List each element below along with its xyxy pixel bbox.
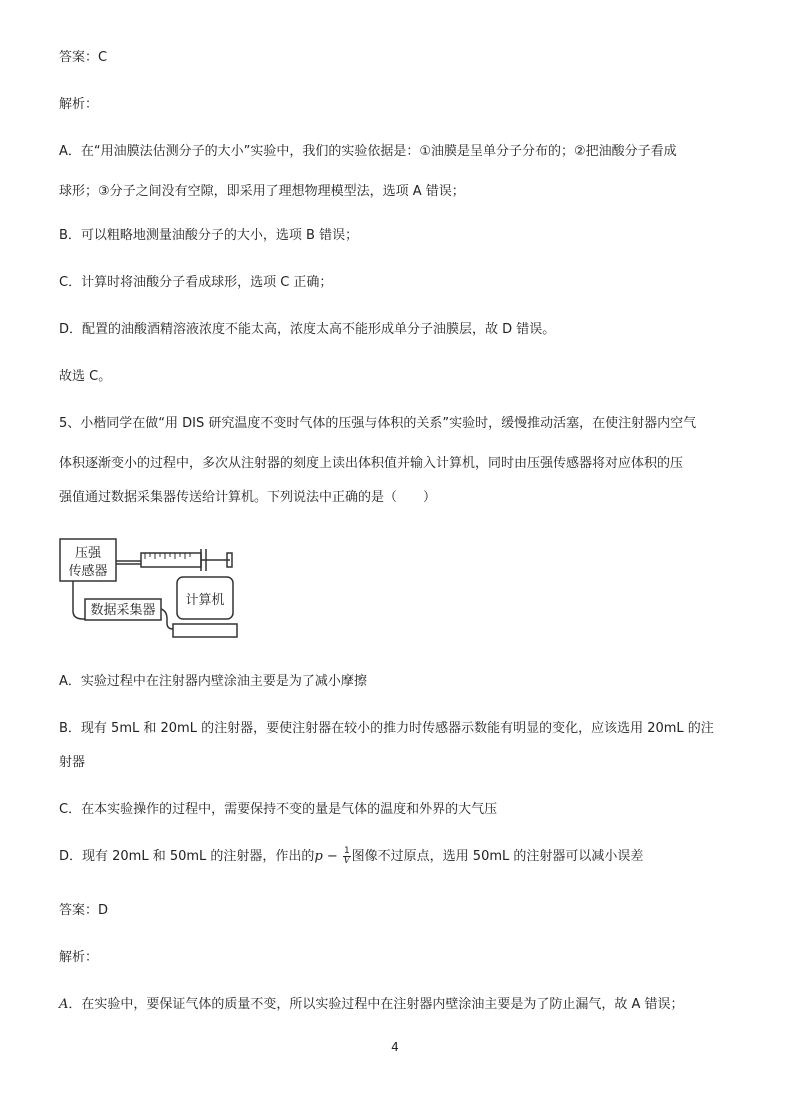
q5-stem-line3: 强值通过数据采集器传送给计算机。下列说法中正确的是（ ） [59, 490, 437, 505]
prev-answer: 答案：C [59, 50, 108, 65]
experiment-figure [57, 533, 247, 643]
prev-option-a-line1: A．在“用油膜法估测分子的大小”实验中，我们的实验依据是：①油膜是呈单分子分布的；②把油酸分子看成 [59, 144, 677, 159]
q5-answer: 答案：D [59, 903, 109, 918]
fraction-numerator: 1 [343, 846, 350, 856]
sensor-label-1: 压强 [74, 546, 102, 561]
prev-option-c: C．计算时将油酸分子看成球形，选项 C 正确； [59, 275, 333, 290]
math-p: p [314, 849, 323, 864]
q5-option-c: C．在本实验操作的过程中，需要保持不变的量是气体的温度和外界的大气压 [59, 802, 498, 817]
q5-analysis-a [59, 996, 684, 1014]
prev-analysis-label: 解析： [59, 97, 99, 112]
q5-option-d [59, 847, 643, 866]
q5-option-a: A．实验过程中在注射器内壁涂油主要是为了减小摩擦 [59, 674, 367, 689]
q5-option-d-post: 图像不过原点，选用 50mL 的注射器可以减小误差 [351, 849, 644, 864]
q5-stem-line2: 体积逐渐变小的过程中，多次从注射器的刻度上读出体积值并输入计算机，同时由压强传感器将对应体积的压 [59, 456, 684, 471]
page-number: 4 [391, 1040, 399, 1054]
prev-option-a-line2: 球形；③分子之间没有空隙，即采用了理想物理模型法，选项 A 错误； [59, 184, 465, 199]
q5-analysis-label: 解析： [59, 950, 99, 965]
syringe-scale [145, 553, 190, 559]
math-fraction [343, 847, 351, 866]
analysis-a-letter: A [59, 997, 69, 1012]
prev-option-d: D．配置的油酸酒精溶液浓度不能太高，浓度太高不能形成单分子油膜层，故 D 错误。 [59, 322, 556, 337]
collector-label: 数据采集器 [90, 603, 156, 618]
q5-stem-line1: 5、小楷同学在做“用 DIS 研究温度不变时气体的压强与体积的关系”实验时，缓慢推动活塞，在使注射器内空气 [59, 416, 697, 431]
q5-option-b-line2: 射器 [59, 755, 86, 770]
computer-base [173, 624, 237, 637]
computer-label: 计算机 [185, 593, 225, 608]
analysis-a-text: ．在实验中，要保证气体的质量不变，所以实验过程中在注射器内壁涂油主要是为了防止漏气，故 A 错误； [68, 997, 684, 1012]
q5-option-d-pre: D．现有 20mL 和 50mL 的注射器，作出的 [59, 849, 315, 864]
math-minus: − [322, 849, 342, 864]
prev-conclusion: 故选 C。 [59, 369, 112, 384]
fraction-denominator: V [343, 856, 351, 866]
prev-option-b: B．可以粗略地测量油酸分子的大小，选项 B 错误； [59, 228, 359, 243]
q5-option-b-line1: B．现有 5mL 和 20mL 的注射器，要使注射器在较小的推力时传感器示数能有明显的变化，应该选用 20mL 的注 [59, 721, 714, 736]
sensor-label-2: 传感器 [68, 564, 108, 579]
